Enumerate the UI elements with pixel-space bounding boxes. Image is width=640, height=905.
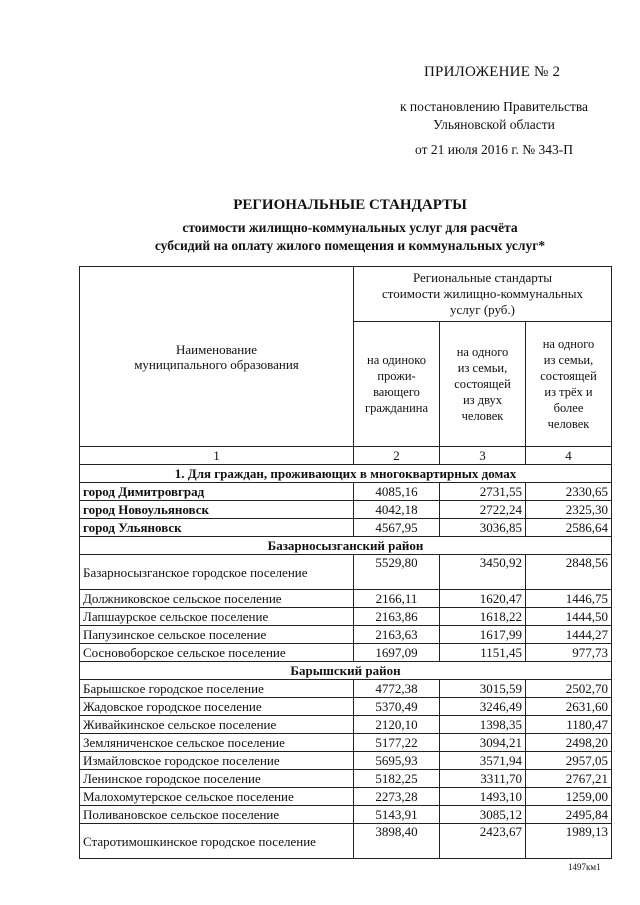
value-three-plus: 2586,64 [526,519,612,537]
table-row [80,519,612,537]
column-header-name [80,267,354,447]
column-header-name-line-2: муниципального образования [134,356,299,372]
header-text-line: из семьи, [457,361,508,375]
municipality-name: Старотимошкинское городское поселение [80,824,354,859]
table-row [80,501,612,519]
header-text-line: из трёх и [544,385,593,399]
value-two-person: 3311,70 [440,770,526,788]
value-single: 2163,86 [354,608,440,626]
value-three-plus: 1989,13 [526,824,612,859]
value-single: 4085,16 [354,483,440,501]
section-heading: 1. Для граждан, проживающих в многоквартирных домах [80,465,612,483]
municipality-name: город Ульяновск [80,519,354,537]
value-two-person: 3450,92 [440,555,526,590]
table-row [80,824,612,859]
column-number: 2 [354,447,440,465]
value-three-plus: 2767,21 [526,770,612,788]
district-2-group [80,680,612,859]
value-three-plus: 1446,75 [526,590,612,608]
district-heading-row [80,662,612,680]
value-single: 4042,18 [354,501,440,519]
value-single: 1697,09 [354,644,440,662]
value-two-person: 1620,47 [440,590,526,608]
value-three-plus: 2631,60 [526,698,612,716]
value-single: 5143,91 [354,806,440,824]
value-two-person: 1151,45 [440,644,526,662]
value-two-person: 1493,10 [440,788,526,806]
municipality-name: Лапшаурское сельское поселение [80,608,354,626]
value-three-plus: 2957,05 [526,752,612,770]
header-text-line: из семьи, [543,353,594,367]
column-group-header-line-3: услуг (руб.) [449,302,516,317]
value-two-person: 2731,55 [440,483,526,501]
decree-reference [384,98,604,159]
value-three-plus: 1180,47 [526,716,612,734]
municipality-name: Ленинское городское поселение [80,770,354,788]
header-text-line: вающего [373,385,420,399]
value-three-plus: 977,73 [526,644,612,662]
value-three-plus: 1444,27 [526,626,612,644]
municipality-name: Измайловское городское поселение [80,752,354,770]
municipality-name: Папузинское сельское поселение [80,626,354,644]
value-single: 5182,25 [354,770,440,788]
column-header-two-person [440,322,526,447]
value-two-person: 2423,67 [440,824,526,859]
value-three-plus: 2325,30 [526,501,612,519]
value-two-person: 1398,35 [440,716,526,734]
column-number: 1 [80,447,354,465]
column-number-row [80,447,612,465]
column-group-header [354,267,612,322]
value-three-plus: 2330,65 [526,483,612,501]
value-two-person: 1617,99 [440,626,526,644]
table-row [80,555,612,590]
municipality-name: Жадовское городское поселение [80,698,354,716]
header-text-line: человек [547,417,590,431]
municipality-name: Земляниченское сельское поселение [80,734,354,752]
value-three-plus: 1259,00 [526,788,612,806]
district-heading: Базарносызганский район [80,537,612,555]
document-subtitle-2: субсидий на оплату жилого помещения и коммунальных услуг* [154,238,546,253]
value-single: 5370,49 [354,698,440,716]
header-text-line: из двух [462,393,503,407]
municipality-name: Живайкинское сельское поселение [80,716,354,734]
municipality-name: город Новоульяновск [80,501,354,519]
column-header-single [354,322,440,447]
value-two-person: 3246,49 [440,698,526,716]
district-1-group [80,555,612,662]
value-single: 2120,10 [354,716,440,734]
value-three-plus: 1444,50 [526,608,612,626]
municipality-name: Должниковское сельское поселение [80,590,354,608]
municipality-name: Поливановское сельское поселение [80,806,354,824]
header-text-line: состоящей [454,377,511,391]
value-two-person: 3571,94 [440,752,526,770]
decree-line-2: Ульяновской области [433,117,555,132]
cities-group [80,483,612,537]
table-row [80,590,612,608]
column-number: 4 [526,447,612,465]
value-three-plus: 2502,70 [526,680,612,698]
value-single: 4567,95 [354,519,440,537]
column-header-name-line-1: Наименование [176,341,257,357]
value-single: 5177,22 [354,734,440,752]
decree-line-1: к постановлению Правительства [399,99,589,114]
table-row [80,680,612,698]
value-single: 4772,38 [354,680,440,698]
value-three-plus: 2498,20 [526,734,612,752]
value-three-plus: 2495,84 [526,806,612,824]
column-group-header-line-1: Региональные стандарты [412,270,553,285]
municipality-name: Барышское городское поселение [80,680,354,698]
table-row [80,644,612,662]
header-text-line: гражданина [364,401,429,415]
value-single: 5529,80 [354,555,440,590]
value-single: 2163,63 [354,626,440,644]
section-heading-row [80,465,612,483]
table-row [80,608,612,626]
column-header-three-plus [526,322,612,447]
header-text-line: состоящей [540,369,597,383]
district-heading: Барышский район [80,662,612,680]
value-single: 2166,11 [354,590,440,608]
value-two-person: 2722,24 [440,501,526,519]
table-row [80,698,612,716]
value-single: 3898,40 [354,824,440,859]
value-two-person: 3085,12 [440,806,526,824]
municipality-name: Базарносызганское городское поселение [80,555,354,590]
appendix-title: ПРИЛОЖЕНИЕ № 2 [424,64,561,80]
table-row [80,770,612,788]
header-text-line: человек [461,409,504,423]
document-subtitle-1: стоимости жилищно-коммунальных услуг для расчёта [182,220,518,235]
column-group-header-line-2: стоимости жилищно-коммунальных [382,286,583,301]
header-text-line: прожи- [377,369,416,383]
header-text-line: на одного [456,345,509,359]
table-row [80,626,612,644]
value-single: 2273,28 [354,788,440,806]
municipality-name: Сосновоборское сельское поселение [80,644,354,662]
column-number: 3 [440,447,526,465]
table-row [80,806,612,824]
table-row [80,788,612,806]
municipality-name: Малохомутерское сельское поселение [80,788,354,806]
value-two-person: 3036,85 [440,519,526,537]
footer-code: 1497км1 [568,862,601,872]
header-text-line: на одиноко [367,353,426,367]
district-heading-row [80,537,612,555]
value-two-person: 1618,22 [440,608,526,626]
header-text-line: более [553,401,584,415]
value-three-plus: 2848,56 [526,555,612,590]
value-two-person: 3015,59 [440,680,526,698]
value-two-person: 3094,21 [440,734,526,752]
standards-table [79,266,612,859]
table-row [80,752,612,770]
decree-date: от 21 июля 2016 г. № 343-П [415,142,573,157]
table-header-row-1 [80,267,612,322]
header-text-line: на одного [542,337,595,351]
municipality-name: город Димитровград [80,483,354,501]
value-single: 5695,93 [354,752,440,770]
table-row [80,734,612,752]
table-row [80,483,612,501]
table-row [80,716,612,734]
document-title: РЕГИОНАЛЬНЫЕ СТАНДАРТЫ [233,197,467,213]
